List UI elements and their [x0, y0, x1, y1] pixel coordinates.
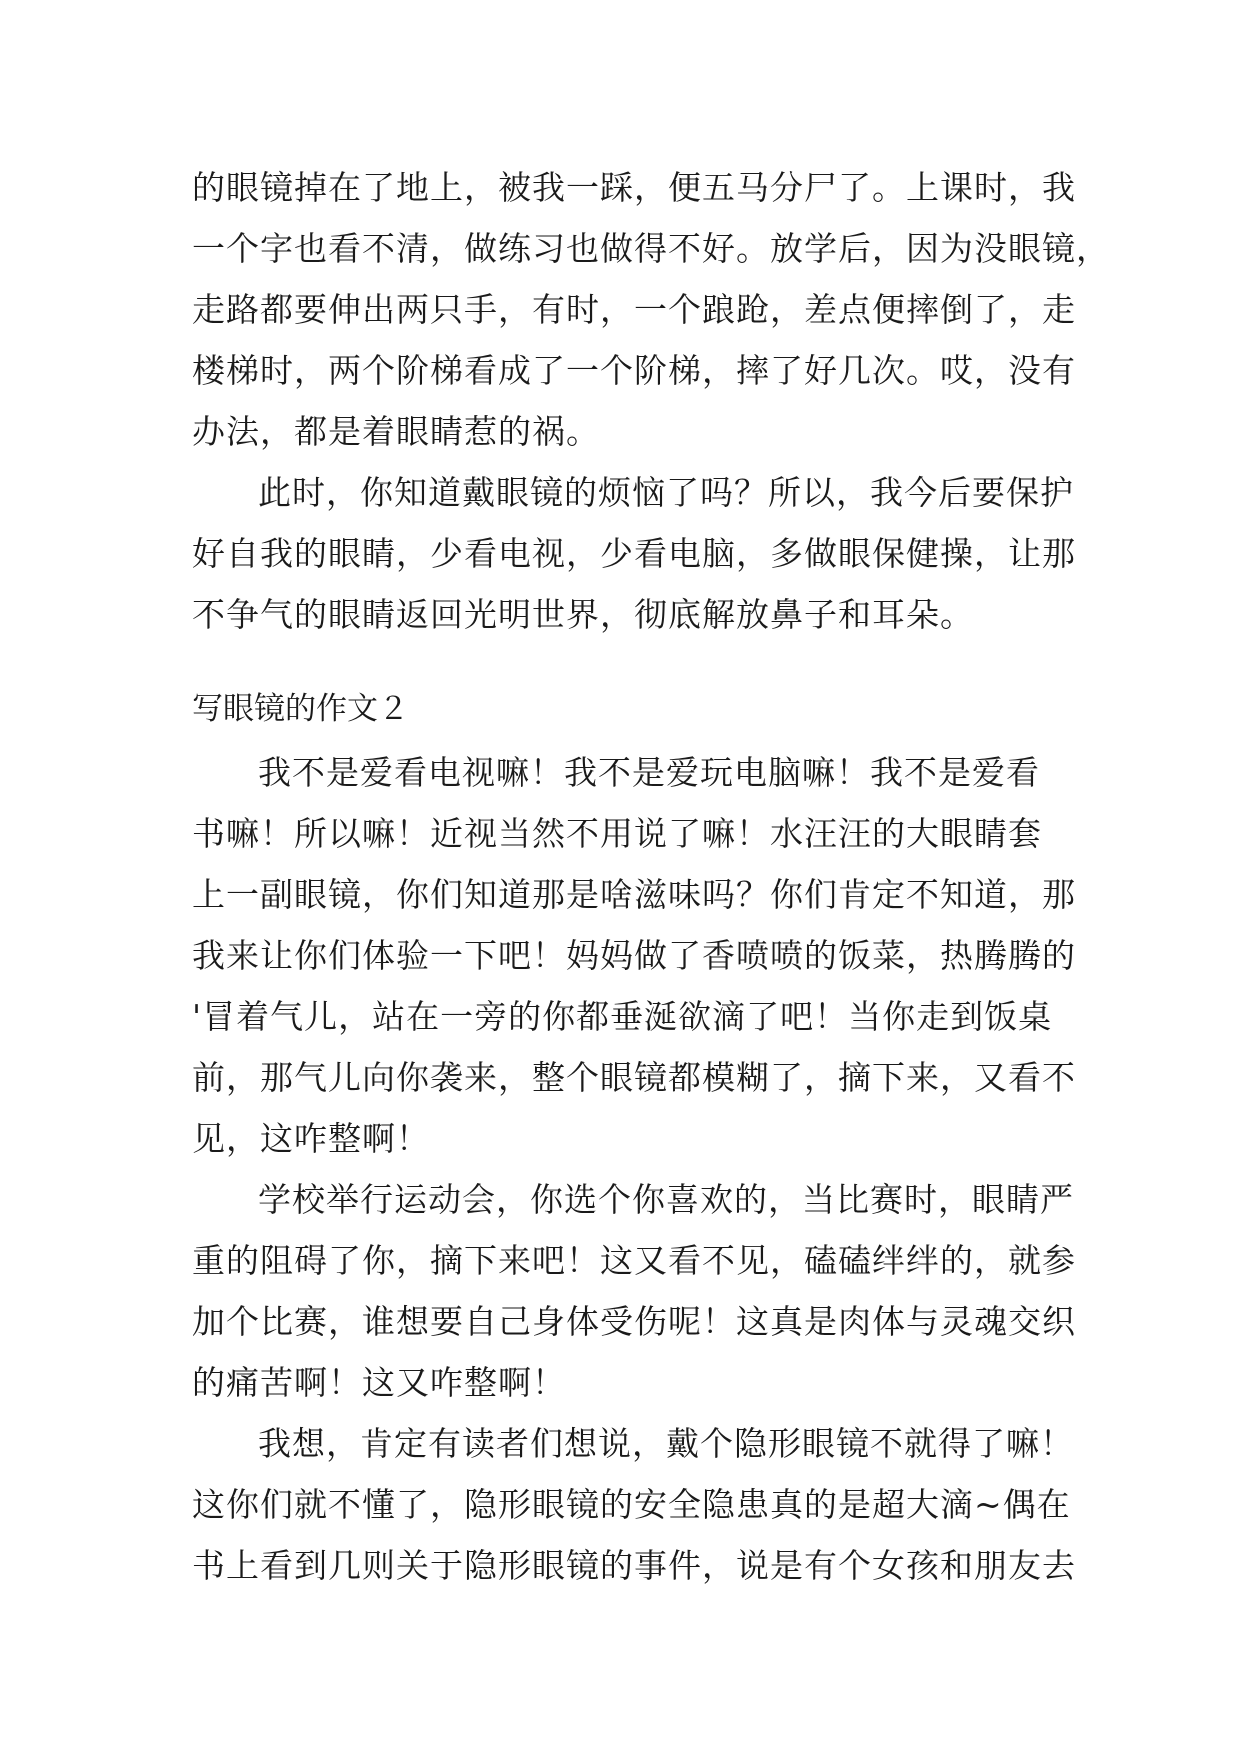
text-line: 一个字也看不清，做练习也做得不好。放学后，因为没眼镜，: [192, 229, 1110, 268]
paragraph-3: [192, 742, 1076, 1169]
text-line: 加个比赛，谁想要自己身体受伤呢！这真是肉体与灵魂交织: [192, 1302, 1076, 1341]
paragraph-4: [192, 1169, 1076, 1413]
text-line: 见，这咋整啊！: [192, 1119, 430, 1158]
paragraph-2: [192, 462, 1076, 645]
text-line: 上一副眼镜，你们知道那是啥滋味吗？你们肯定不知道，那: [192, 875, 1076, 914]
paragraph-1: [192, 157, 1110, 462]
text-line: 我不是爱看电视嘛！我不是爱玩电脑嘛！我不是爱看: [258, 753, 1040, 792]
text-line: 楼梯时，两个阶梯看成了一个阶梯，摔了好几次。哎，没有: [192, 351, 1076, 390]
text-line: 书上看到几则关于隐形眼镜的事件，说是有个女孩和朋友去: [192, 1546, 1076, 1585]
text-line: 我想，肯定有读者们想说，戴个隐形眼镜不就得了嘛！: [258, 1424, 1074, 1463]
text-line: 好自我的眼睛，少看电视，少看电脑，多做眼保健操，让那: [192, 534, 1076, 573]
text-line: 不争气的眼睛返回光明世界，彻底解放鼻子和耳朵。: [192, 595, 974, 634]
text-line: 书嘛！所以嘛！近视当然不用说了嘛！水汪汪的大眼睛套: [192, 814, 1042, 853]
text-line: 的眼镜掉在了地上，被我一踩，便五马分尸了。上课时，我: [192, 168, 1076, 207]
text-line: 的痛苦啊！这又咋整啊！: [192, 1363, 566, 1402]
text-line: 此时，你知道戴眼镜的烦恼了吗？所以，我今后要保护: [258, 473, 1074, 512]
section-heading: 写眼镜的作文２: [192, 691, 409, 727]
text-line: 我来让你们体验一下吧！妈妈做了香喷喷的饭菜，热腾腾的: [192, 936, 1076, 975]
text-line: 重的阻碍了你，摘下来吧！这又看不见，磕磕绊绊的，就参: [192, 1241, 1076, 1280]
text-line: 走路都要伸出两只手，有时，一个踉跄，差点便摔倒了，走: [192, 290, 1076, 329]
text-line: '冒着气儿，站在一旁的你都垂涎欲滴了吧！当你走到饭桌: [192, 997, 1053, 1036]
text-line: 办法，都是着眼睛惹的祸。: [192, 412, 600, 451]
text-line: 学校举行运动会，你选个你喜欢的，当比赛时，眼睛严: [258, 1180, 1074, 1219]
paragraph-5: [192, 1413, 1076, 1596]
text-line: 这你们就不懂了，隐形眼镜的安全隐患真的是超大滴~偶在: [192, 1485, 1071, 1524]
text-line: 前，那气儿向你袭来，整个眼镜都模糊了，摘下来，又看不: [192, 1058, 1076, 1097]
